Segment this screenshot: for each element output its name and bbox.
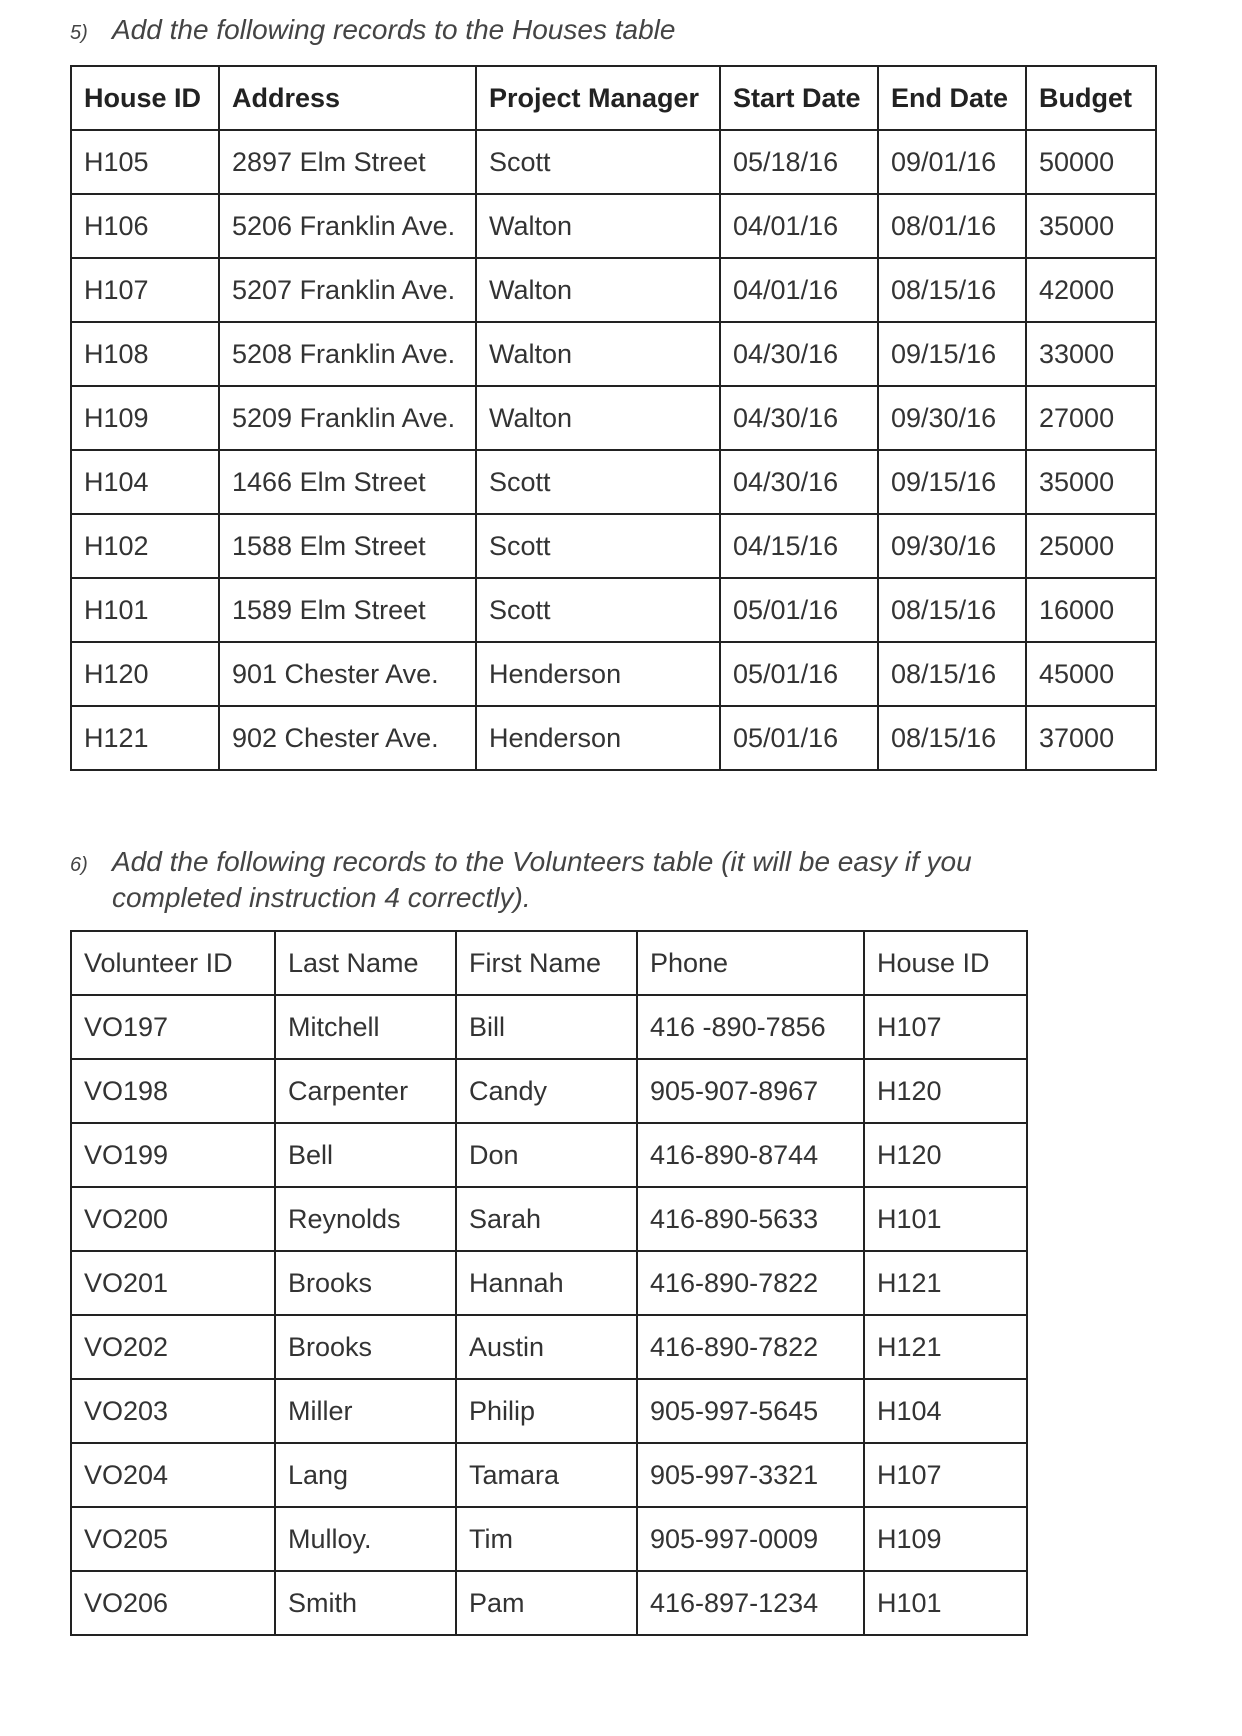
houses-table-cell: Scott <box>476 514 720 578</box>
houses-table-cell: H109 <box>71 386 219 450</box>
volunteers-table-row <box>71 1315 1027 1379</box>
houses-table-cell: 04/15/16 <box>720 514 878 578</box>
volunteers-table-cell: Lang <box>275 1443 456 1507</box>
houses-column-header: House ID <box>71 66 219 130</box>
houses-table-row <box>71 130 1156 194</box>
houses-table-cell: H106 <box>71 194 219 258</box>
houses-table-cell: Walton <box>476 194 720 258</box>
houses-table-cell: 2897 Elm Street <box>219 130 476 194</box>
volunteers-table-cell: H120 <box>864 1059 1027 1123</box>
volunteers-table-cell: VO203 <box>71 1379 275 1443</box>
houses-table-cell: 5206 Franklin Ave. <box>219 194 476 258</box>
houses-table <box>70 65 1157 771</box>
houses-table-cell: 5208 Franklin Ave. <box>219 322 476 386</box>
houses-table-cell: 05/01/16 <box>720 706 878 770</box>
volunteers-table-cell: Hannah <box>456 1251 637 1315</box>
volunteers-table-cell: 416-890-7822 <box>637 1251 864 1315</box>
houses-table-cell: 42000 <box>1026 258 1156 322</box>
houses-column-header: Budget <box>1026 66 1156 130</box>
houses-table-cell: 27000 <box>1026 386 1156 450</box>
volunteers-table-cell: H101 <box>864 1571 1027 1635</box>
houses-table-cell: 04/30/16 <box>720 450 878 514</box>
houses-table-cell: 09/30/16 <box>878 514 1026 578</box>
houses-table-cell: H102 <box>71 514 219 578</box>
volunteers-table-cell: VO204 <box>71 1443 275 1507</box>
volunteers-table-cell: H120 <box>864 1123 1027 1187</box>
houses-table-cell: 1589 Elm Street <box>219 578 476 642</box>
houses-table-row <box>71 514 1156 578</box>
volunteers-column-header: First Name <box>456 931 637 995</box>
volunteers-table-row <box>71 1379 1027 1443</box>
volunteers-table-cell: Bell <box>275 1123 456 1187</box>
volunteers-table-cell: H101 <box>864 1187 1027 1251</box>
instruction-6 <box>70 844 1070 916</box>
houses-table-cell: 45000 <box>1026 642 1156 706</box>
instruction-6-text: Add the following records to the Volunteers table (it will be easy if you completed instruction 4 correctly). <box>112 846 972 913</box>
volunteers-table-cell: Miller <box>275 1379 456 1443</box>
houses-table-cell: Henderson <box>476 706 720 770</box>
volunteers-table-cell: VO206 <box>71 1571 275 1635</box>
houses-table-cell: 09/15/16 <box>878 450 1026 514</box>
volunteers-table-cell: Carpenter <box>275 1059 456 1123</box>
houses-table-cell: Walton <box>476 322 720 386</box>
volunteers-table-cell: H107 <box>864 995 1027 1059</box>
volunteers-table-cell: 905-907-8967 <box>637 1059 864 1123</box>
volunteers-table-cell: H121 <box>864 1315 1027 1379</box>
houses-table-cell: 902 Chester Ave. <box>219 706 476 770</box>
volunteers-column-header: Last Name <box>275 931 456 995</box>
houses-table-cell: 35000 <box>1026 194 1156 258</box>
houses-table-cell: H121 <box>71 706 219 770</box>
houses-table-cell: 05/01/16 <box>720 642 878 706</box>
volunteers-table-row <box>71 1251 1027 1315</box>
volunteers-table-cell: Reynolds <box>275 1187 456 1251</box>
houses-table-cell: 37000 <box>1026 706 1156 770</box>
houses-table-cell: Henderson <box>476 642 720 706</box>
volunteers-table-cell: Bill <box>456 995 637 1059</box>
instruction-5-number: 5) <box>70 22 88 44</box>
volunteers-table-cell: H104 <box>864 1379 1027 1443</box>
houses-table-cell: H120 <box>71 642 219 706</box>
volunteers-table-row <box>71 1507 1027 1571</box>
instruction-5 <box>70 12 675 51</box>
volunteers-table-cell: 416-890-7822 <box>637 1315 864 1379</box>
volunteers-header-row <box>71 931 1027 995</box>
volunteers-table-cell: Tamara <box>456 1443 637 1507</box>
volunteers-table <box>70 930 1028 1636</box>
houses-column-header: Project Manager <box>476 66 720 130</box>
instruction-5-text: Add the following records to the Houses table <box>112 14 676 45</box>
houses-table-cell: Scott <box>476 578 720 642</box>
houses-table-row <box>71 642 1156 706</box>
houses-table-row <box>71 578 1156 642</box>
houses-table-cell: 1466 Elm Street <box>219 450 476 514</box>
houses-table-row <box>71 194 1156 258</box>
houses-table-row <box>71 258 1156 322</box>
volunteers-table-cell: Tim <box>456 1507 637 1571</box>
houses-column-header: Address <box>219 66 476 130</box>
houses-table-cell: 50000 <box>1026 130 1156 194</box>
houses-body <box>71 130 1156 770</box>
houses-table-cell: 05/18/16 <box>720 130 878 194</box>
volunteers-table-row <box>71 1571 1027 1635</box>
volunteers-table-cell: Don <box>456 1123 637 1187</box>
houses-table-cell: 04/30/16 <box>720 386 878 450</box>
volunteers-table-cell: Sarah <box>456 1187 637 1251</box>
volunteers-table-row <box>71 1059 1027 1123</box>
houses-table-row <box>71 450 1156 514</box>
houses-table-cell: 09/15/16 <box>878 322 1026 386</box>
houses-table-cell: 1588 Elm Street <box>219 514 476 578</box>
houses-column-header: End Date <box>878 66 1026 130</box>
houses-table-cell: 5209 Franklin Ave. <box>219 386 476 450</box>
houses-table-cell: 04/01/16 <box>720 258 878 322</box>
volunteers-table-cell: H109 <box>864 1507 1027 1571</box>
volunteers-table-cell: 905-997-3321 <box>637 1443 864 1507</box>
volunteers-table-cell: VO202 <box>71 1315 275 1379</box>
volunteers-table-cell: VO205 <box>71 1507 275 1571</box>
houses-table-cell: 05/01/16 <box>720 578 878 642</box>
volunteers-table-cell: Candy <box>456 1059 637 1123</box>
volunteers-table-cell: Brooks <box>275 1315 456 1379</box>
houses-table-cell: 08/01/16 <box>878 194 1026 258</box>
volunteers-table-cell: Austin <box>456 1315 637 1379</box>
volunteers-body <box>71 995 1027 1635</box>
volunteers-table-cell: Pam <box>456 1571 637 1635</box>
houses-table-cell: Walton <box>476 258 720 322</box>
volunteers-table-cell: VO200 <box>71 1187 275 1251</box>
volunteers-table-cell: 905-997-0009 <box>637 1507 864 1571</box>
houses-table-cell: 08/15/16 <box>878 706 1026 770</box>
volunteers-table-cell: 416 -890-7856 <box>637 995 864 1059</box>
volunteers-table-cell: Philip <box>456 1379 637 1443</box>
houses-table-cell: 33000 <box>1026 322 1156 386</box>
houses-table-cell: H105 <box>71 130 219 194</box>
houses-table-cell: 25000 <box>1026 514 1156 578</box>
volunteers-table-cell: Smith <box>275 1571 456 1635</box>
houses-header-row <box>71 66 1156 130</box>
volunteers-table-row <box>71 1187 1027 1251</box>
volunteers-table-cell: H107 <box>864 1443 1027 1507</box>
houses-table-cell: H104 <box>71 450 219 514</box>
houses-table-row <box>71 386 1156 450</box>
houses-table-cell: 08/15/16 <box>878 642 1026 706</box>
houses-table-cell: 16000 <box>1026 578 1156 642</box>
volunteers-table-cell: VO199 <box>71 1123 275 1187</box>
houses-table-cell: 08/15/16 <box>878 258 1026 322</box>
houses-table-cell: 09/01/16 <box>878 130 1026 194</box>
volunteers-table-cell: VO197 <box>71 995 275 1059</box>
houses-column-header: Start Date <box>720 66 878 130</box>
volunteers-table-cell: 416-890-8744 <box>637 1123 864 1187</box>
volunteers-table-cell: VO198 <box>71 1059 275 1123</box>
volunteers-table-cell: 416-897-1234 <box>637 1571 864 1635</box>
houses-table-cell: 08/15/16 <box>878 578 1026 642</box>
houses-table-row <box>71 322 1156 386</box>
houses-table-cell: 35000 <box>1026 450 1156 514</box>
houses-table-cell: Scott <box>476 130 720 194</box>
volunteers-column-header: Phone <box>637 931 864 995</box>
volunteers-table-cell: Mulloy. <box>275 1507 456 1571</box>
houses-table-cell: H107 <box>71 258 219 322</box>
volunteers-table-row <box>71 1123 1027 1187</box>
houses-table-cell: 5207 Franklin Ave. <box>219 258 476 322</box>
volunteers-table-cell: 905-997-5645 <box>637 1379 864 1443</box>
houses-table-row <box>71 706 1156 770</box>
volunteers-table-cell: H121 <box>864 1251 1027 1315</box>
volunteers-column-header: House ID <box>864 931 1027 995</box>
volunteers-table-row <box>71 1443 1027 1507</box>
volunteers-table-row <box>71 995 1027 1059</box>
volunteers-table-cell: VO201 <box>71 1251 275 1315</box>
volunteers-table-cell: Brooks <box>275 1251 456 1315</box>
volunteers-table-cell: Mitchell <box>275 995 456 1059</box>
volunteers-table-cell: 416-890-5633 <box>637 1187 864 1251</box>
houses-table-cell: H101 <box>71 578 219 642</box>
houses-table-cell: 04/01/16 <box>720 194 878 258</box>
houses-table-cell: H108 <box>71 322 219 386</box>
houses-table-cell: Scott <box>476 450 720 514</box>
houses-table-cell: Walton <box>476 386 720 450</box>
instruction-6-number: 6) <box>70 854 88 876</box>
volunteers-column-header: Volunteer ID <box>71 931 275 995</box>
houses-table-cell: 09/30/16 <box>878 386 1026 450</box>
houses-table-cell: 04/30/16 <box>720 322 878 386</box>
houses-table-cell: 901 Chester Ave. <box>219 642 476 706</box>
